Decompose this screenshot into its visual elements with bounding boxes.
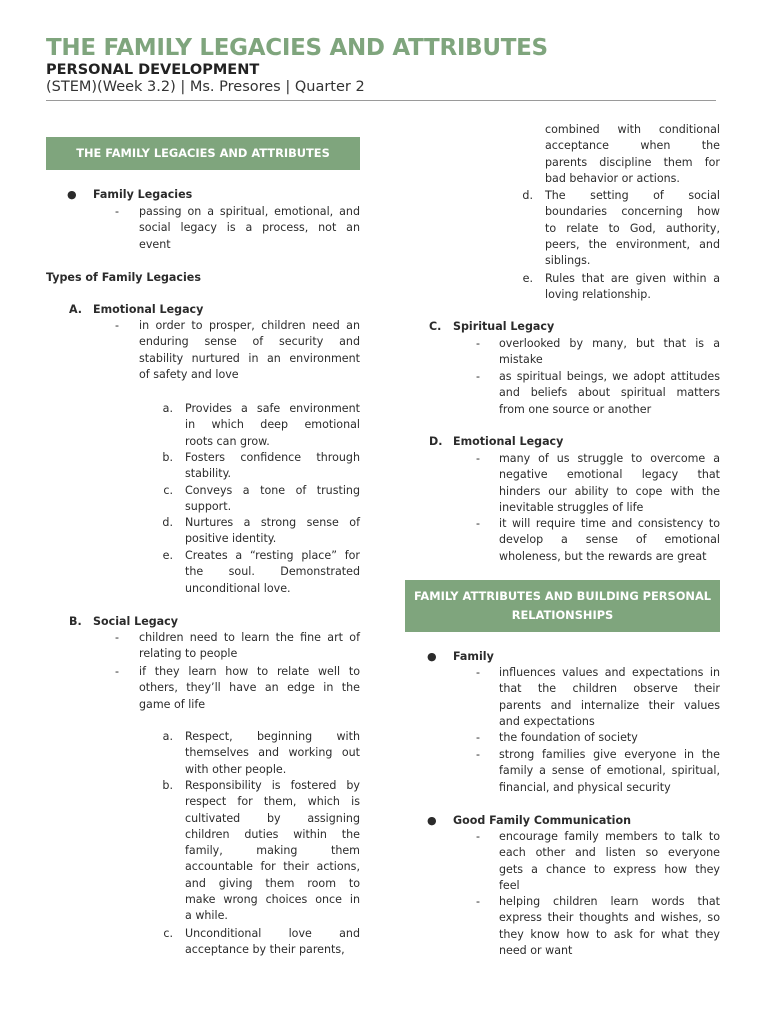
list-marker: e. [162, 549, 173, 562]
dash-icon: - [476, 517, 481, 530]
subject-title: PERSONAL DEVELOPMENT [46, 62, 260, 78]
dash-icon: - [115, 631, 120, 644]
section-marker: A. [69, 303, 83, 316]
spiritual-legacy-point: overlooked by many, but that is a mistake [499, 337, 720, 367]
section-banner-legacies: THE FAMILY LEGACIES AND ATTRIBUTES [46, 137, 360, 170]
list-item: The setting of social boundaries concerning how to relate to God, authority, peers, the environment, and siblings. [545, 189, 720, 268]
family-legacies-definition: passing on a spiritual, emotional, and social legacy is a process, not an event [139, 205, 360, 251]
social-legacy-point: children need to learn the fine art of relating to people [139, 631, 360, 661]
dash-icon: - [476, 370, 481, 383]
emotional-legacy-heading: Emotional Legacy [93, 303, 204, 316]
family-point: the foundation of society [499, 731, 638, 744]
list-marker: c. [163, 484, 173, 497]
dash-icon: - [115, 319, 120, 332]
list-item: Responsibility is fostered by respect for them, which is cultivated by assigning children duties within the family, making them accountable for their actions, and giving them room to make wrong choices once in a while. [185, 779, 360, 923]
communication-point: helping children learn words that express their thoughts and wishes, so they know how to ask for what they need or want [499, 895, 720, 957]
bullet-icon: ● [427, 650, 437, 663]
list-marker: e. [522, 272, 533, 285]
emotional-legacy-description: in order to prosper, children need an enduring sense of security and stability nurtured in an environment of safety and love [139, 319, 360, 381]
communication-point: encourage family members to talk to each other and listen so everyone gets a chance to express how they feel [499, 830, 720, 892]
list-item-continued: combined with conditional acceptance when the parents discipline them for bad behavior or actions. [545, 123, 720, 185]
list-marker: b. [162, 779, 173, 792]
communication-heading: Good Family Communication [453, 814, 631, 827]
section-marker: C. [429, 320, 442, 333]
dash-icon: - [476, 731, 481, 744]
family-point: strong families give everyone in the family a sense of emotional, spiritual, financial, and physical security [499, 748, 720, 794]
emotional-legacy-point: many of us struggle to overcome a negative emotional legacy that hinders our ability to cope with the inevitable struggles of life [499, 452, 720, 514]
dash-icon: - [476, 666, 481, 679]
dash-icon: - [476, 748, 481, 761]
header-divider [46, 100, 716, 101]
dash-icon: - [476, 452, 481, 465]
list-marker: a. [162, 402, 173, 415]
social-legacy-point: if they learn how to relate well to others, they’ll have an edge in the game of life [139, 665, 360, 711]
dash-icon: - [115, 205, 120, 218]
section-marker: B. [69, 615, 82, 628]
bullet-icon: ● [427, 814, 437, 827]
list-marker: c. [163, 927, 173, 940]
list-item: Fosters confidence through stability. [185, 451, 360, 481]
spiritual-legacy-point: as spiritual beings, we adopt attitudes and beliefs about spiritual matters from one source or another [499, 370, 720, 416]
emotional-legacy-point: it will require time and consistency to develop a sense of emotional wholeness, but the rewards are great [499, 517, 720, 563]
list-marker: d. [522, 189, 533, 202]
list-marker: d. [162, 516, 173, 529]
list-item: Unconditional love and acceptance by their parents, [185, 927, 360, 957]
dash-icon: - [115, 665, 120, 678]
document-title: THE FAMILY LEGACIES AND ATTRIBUTES [46, 35, 548, 61]
list-item: Respect, beginning with themselves and working out with other people. [185, 730, 360, 776]
family-heading: Family [453, 650, 494, 663]
list-item: Provides a safe environment in which deep emotional roots can grow. [185, 402, 360, 448]
list-item: Creates a “resting place” for the soul. Demonstrated unconditional love. [185, 549, 360, 595]
section-banner-attributes: FAMILY ATTRIBUTES AND BUILDING PERSONAL RELATIONSHIPS [405, 580, 720, 632]
spiritual-legacy-heading: Spiritual Legacy [453, 320, 555, 333]
list-marker: a. [162, 730, 173, 743]
dash-icon: - [476, 830, 481, 843]
family-point: influences values and expectations in that the children observe their parents and internalize their values and expectations [499, 666, 720, 728]
emotional-legacy-heading-2: Emotional Legacy [453, 435, 564, 448]
list-item: Rules that are given within a loving relationship. [545, 272, 720, 302]
dash-icon: - [476, 895, 481, 908]
list-marker: b. [162, 451, 173, 464]
list-item: Conveys a tone of trusting support. [185, 484, 360, 514]
document-header [46, 34, 726, 97]
document-meta: (STEM)(Week 3.2) | Ms. Presores | Quarter 2 [46, 79, 365, 95]
social-legacy-heading: Social Legacy [93, 615, 178, 628]
family-legacies-label: Family Legacies [93, 188, 193, 201]
list-item: Nurtures a strong sense of positive identity. [185, 516, 360, 546]
types-heading: Types of Family Legacies [46, 271, 201, 284]
dash-icon: - [476, 337, 481, 350]
section-marker: D. [429, 435, 443, 448]
bullet-icon: ● [67, 188, 77, 201]
